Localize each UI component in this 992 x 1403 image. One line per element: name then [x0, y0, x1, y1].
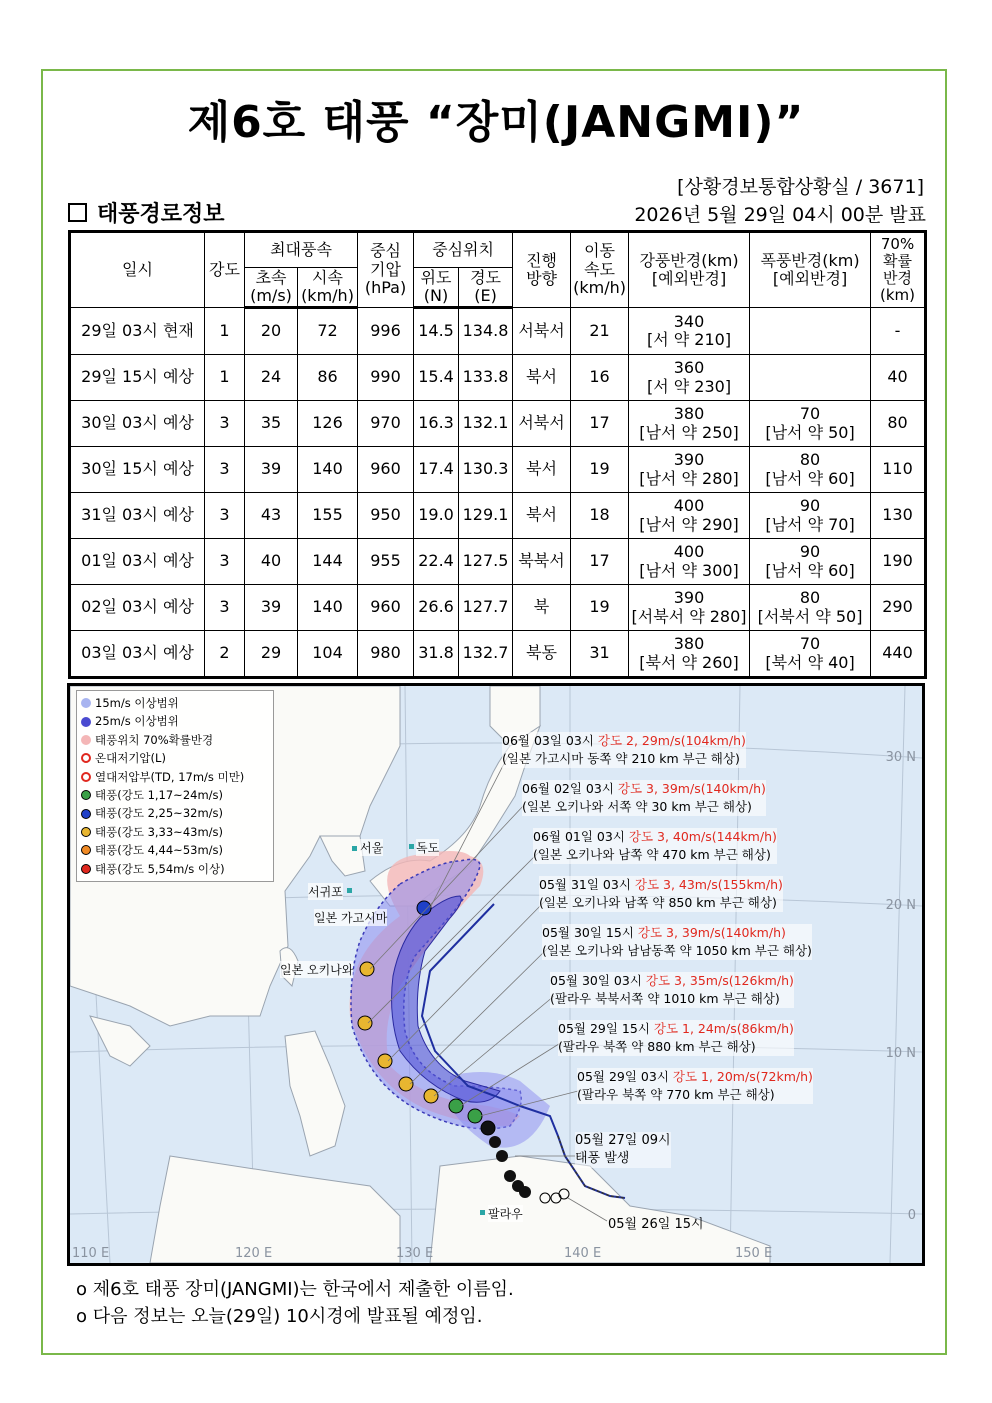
typhoon-track-table [68, 230, 927, 679]
cell-lat: 15.4 [414, 355, 459, 401]
cell-kmh: 104 [298, 631, 358, 678]
cell-storm-radius: 90 [남서 약 60] [750, 539, 871, 585]
place-label-palau: 팔라우 [488, 1207, 523, 1221]
header-lat: 위도 (N) [414, 268, 459, 308]
cell-hpa: 990 [358, 355, 414, 401]
typhoon-yellow-icon [360, 962, 374, 976]
table-row [70, 493, 926, 539]
cell-ms: 24 [245, 355, 298, 401]
cell-hpa: 970 [358, 401, 414, 447]
track-annotation: 05월 29일 03시 강도 1, 20m/s(72km/h) (팔라우 북쪽 약 770 km 부근 해상) [577, 1069, 813, 1102]
cell-lat: 16.3 [414, 401, 459, 447]
note-line: o 다음 정보는 오늘(29일) 10시경에 발표될 예정임. [76, 1306, 483, 1327]
header-intensity: 강도 [205, 232, 245, 308]
cell-hpa: 980 [358, 631, 414, 678]
typhoon-yellow-icon [358, 1016, 372, 1030]
typhoon-yellow-icon [378, 1054, 392, 1068]
header-direction: 진행 방향 [513, 232, 571, 308]
typhoon-current-icon [496, 1150, 508, 1162]
cell-speed: 21 [571, 308, 629, 355]
cell-speed: 18 [571, 493, 629, 539]
td-icon [81, 772, 91, 782]
typhoon-red-icon [81, 864, 91, 874]
circle-light-blue-icon [81, 698, 91, 708]
cell-gale-radius: 390 [서북서 약 280] [629, 585, 750, 631]
table-row [70, 308, 926, 355]
cell-hpa: 955 [358, 539, 414, 585]
cell-dir: 북서 [513, 447, 571, 493]
typhoon-green-icon [449, 1099, 463, 1113]
cell-speed: 17 [571, 401, 629, 447]
section-title: 태풍경로정보 [97, 202, 225, 227]
lon-label-150e: 150 E [735, 1246, 773, 1261]
cell-hpa: 996 [358, 308, 414, 355]
cell-prob: 40 [871, 355, 926, 401]
header-time: 일시 [70, 232, 205, 308]
track-annotation: 05월 30일 15시 강도 3, 39m/s(140km/h) (일본 오키나와 남남동쪽 약 1050 km 부근 해상) [542, 925, 812, 958]
track-annotation: 05월 30일 03시 강도 3, 35m/s(126km/h) (팔라우 북북서쪽 약 1010 km 부근 해상) [550, 973, 794, 1006]
circle-dark-blue-icon [81, 717, 91, 727]
cell-intensity: 1 [205, 308, 245, 355]
cell-time: 01일 03시 예상 [70, 539, 205, 585]
place-label-seoul: 서울 [360, 841, 384, 855]
cell-prob: 190 [871, 539, 926, 585]
cell-gale-radius: 340 [서 약 210] [629, 308, 750, 355]
cell-ms: 20 [245, 308, 298, 355]
cell-time: 29일 15시 예상 [70, 355, 205, 401]
cell-lon: 132.7 [459, 631, 513, 678]
typhoon-blue-icon [417, 901, 431, 915]
cell-kmh: 140 [298, 447, 358, 493]
cell-intensity: 3 [205, 447, 245, 493]
cell-speed: 19 [571, 585, 629, 631]
header-wind-kmh: 시속 (km/h) [298, 268, 358, 308]
cell-storm-radius: 80 [남서 약 60] [750, 447, 871, 493]
legend-item: 태풍(강도 3,33~43m/s) [81, 823, 269, 841]
extratropical-icon [81, 753, 91, 763]
cell-prob: 110 [871, 447, 926, 493]
header-storm-radius: 폭풍반경(km) [예외반경] [750, 232, 871, 308]
header-gale-radius: 강풍반경(km) [예외반경] [629, 232, 750, 308]
cell-dir: 북 [513, 585, 571, 631]
cell-gale-radius: 380 [남서 약 250] [629, 401, 750, 447]
cell-gale-radius: 400 [남서 약 290] [629, 493, 750, 539]
cell-gale-radius: 380 [북서 약 260] [629, 631, 750, 678]
place-label-kagoshima: 일본 가고시마 [314, 911, 388, 925]
cell-intensity: 1 [205, 355, 245, 401]
header-center: 중심위치 [414, 232, 513, 268]
cell-prob: 440 [871, 631, 926, 678]
cell-lat: 14.5 [414, 308, 459, 355]
cell-prob: - [871, 308, 926, 355]
cell-dir: 서북서 [513, 401, 571, 447]
cell-speed: 17 [571, 539, 629, 585]
legend-item: 15m/s 이상범위 [81, 694, 269, 712]
cell-kmh: 155 [298, 493, 358, 539]
cell-intensity: 3 [205, 401, 245, 447]
legend-item: 열대저압부(TD, 17m/s 미만) [81, 768, 269, 786]
legend-item: 태풍위치 70%확률반경 [81, 731, 269, 749]
cell-storm-radius: 70 [북서 약 40] [750, 631, 871, 678]
typhoon-current-icon [481, 1121, 495, 1135]
cell-hpa: 960 [358, 447, 414, 493]
cell-time: 31일 03시 예상 [70, 493, 205, 539]
cell-ms: 39 [245, 447, 298, 493]
typhoon-green-icon [468, 1109, 482, 1123]
legend-item: 태풍(강도 2,25~32m/s) [81, 804, 269, 822]
cell-kmh: 126 [298, 401, 358, 447]
cell-intensity: 3 [205, 585, 245, 631]
lon-label-130e: 130 E [396, 1246, 434, 1261]
cell-lat: 19.0 [414, 493, 459, 539]
cell-ms: 43 [245, 493, 298, 539]
circle-pink-icon [81, 735, 91, 745]
cell-kmh: 72 [298, 308, 358, 355]
cell-lat: 17.4 [414, 447, 459, 493]
notes [76, 1276, 514, 1330]
typhoon-current-icon [489, 1136, 501, 1148]
note-line: o 제6호 태풍 장미(JANGMI)는 한국에서 제출한 이름임. [76, 1279, 514, 1300]
typhoon-yellow-icon [424, 1089, 438, 1103]
cell-ms: 39 [245, 585, 298, 631]
cell-time: 02일 03시 예상 [70, 585, 205, 631]
track-annotation: 06월 02일 03시 강도 3, 39m/s(140km/h) (일본 오키나와 서쪽 약 30 km 부근 해상) [522, 781, 766, 814]
header-pressure: 중심 기압 (hPa) [358, 232, 414, 308]
cell-speed: 31 [571, 631, 629, 678]
place-label-seogwipo: 서귀포 [308, 885, 343, 899]
typhoon-current-icon [504, 1170, 516, 1182]
typhoon-green-icon [81, 790, 91, 800]
legend-item: 온대저기압(L) [81, 749, 269, 767]
cell-speed: 16 [571, 355, 629, 401]
cell-lon: 127.5 [459, 539, 513, 585]
cell-storm-radius: 70 [남서 약 50] [750, 401, 871, 447]
track-annotation: 06월 03일 03시 강도 2, 29m/s(104km/h) (일본 가고시마 동쪽 약 210 km 부근 해상) [502, 733, 746, 766]
legend-item: 태풍(강도 4,44~53m/s) [81, 841, 269, 859]
cell-storm-radius [750, 308, 871, 355]
table-row [70, 447, 926, 493]
place-label-dokdo: 독도 [416, 841, 440, 855]
legend-item: 25m/s 이상범위 [81, 712, 269, 730]
header-speed: 이동 속도 (km/h) [571, 232, 629, 308]
table-row [70, 401, 926, 447]
cell-prob: 290 [871, 585, 926, 631]
header-probability-radius: 70% 확률 반경 (km) [871, 232, 926, 308]
header-max-wind: 최대풍속 [245, 232, 358, 268]
cell-lon: 130.3 [459, 447, 513, 493]
section-heading [68, 197, 225, 228]
cell-gale-radius: 360 [서 약 230] [629, 355, 750, 401]
cell-gale-radius: 390 [남서 약 280] [629, 447, 750, 493]
place-label-okinawa: 일본 오키나와 [280, 963, 354, 977]
page-title: 제6호 태풍 “장미(JANGMI)” [187, 97, 805, 148]
genesis-label: 05월 27일 09시 태풍 발생 [575, 1133, 671, 1166]
cell-time: 29일 03시 현재 [70, 308, 205, 355]
cell-ms: 40 [245, 539, 298, 585]
cell-dir: 북북서 [513, 539, 571, 585]
cell-time: 03일 03시 예상 [70, 631, 205, 678]
cell-dir: 북동 [513, 631, 571, 678]
lat-label-0: 0 [907, 1208, 916, 1223]
lon-label-140e: 140 E [564, 1246, 602, 1261]
issued-time: 2026년 5월 29일 04시 00분 발표 [634, 204, 926, 226]
office-label: [상황경보통합상황실 / 3671] [677, 176, 924, 198]
cell-intensity: 3 [205, 493, 245, 539]
cell-lon: 129.1 [459, 493, 513, 539]
cell-storm-radius [750, 355, 871, 401]
cell-storm-radius: 90 [남서 약 70] [750, 493, 871, 539]
cell-ms: 29 [245, 631, 298, 678]
header-wind-ms: 초속 (m/s) [245, 268, 298, 308]
track-annotation: 05월 29일 15시 강도 1, 24m/s(86km/h) (팔라우 북쪽 약 880 km 부근 해상) [558, 1021, 794, 1054]
cell-gale-radius: 400 [남서 약 300] [629, 539, 750, 585]
track-annotation: 05월 31일 03시 강도 3, 43m/s(155km/h) (일본 오키나와 남쪽 약 850 km 부근 해상) [539, 877, 783, 910]
cell-time: 30일 15시 예상 [70, 447, 205, 493]
cell-dir: 북서 [513, 493, 571, 539]
cell-prob: 130 [871, 493, 926, 539]
lon-label-120e: 120 E [235, 1246, 273, 1261]
cell-dir: 북서 [513, 355, 571, 401]
header-lon: 경도 (E) [459, 268, 513, 308]
cell-speed: 19 [571, 447, 629, 493]
legend-item: 태풍(강도 5,54m/s 이상) [81, 860, 269, 878]
cell-lon: 133.8 [459, 355, 513, 401]
cell-dir: 서북서 [513, 308, 571, 355]
cell-hpa: 960 [358, 585, 414, 631]
cell-intensity: 2 [205, 631, 245, 678]
cell-storm-radius: 80 [서북서 약 50] [750, 585, 871, 631]
lat-label-30n: 30 N [885, 750, 916, 765]
cell-lat: 26.6 [414, 585, 459, 631]
cell-lat: 22.4 [414, 539, 459, 585]
cell-lat: 31.8 [414, 631, 459, 678]
typhoon-yellow-icon [399, 1077, 413, 1091]
table-row [70, 585, 926, 631]
typhoon-orange-icon [81, 845, 91, 855]
map-legend [76, 690, 274, 882]
cell-lon: 132.1 [459, 401, 513, 447]
cell-kmh: 140 [298, 585, 358, 631]
typhoon-blue-icon [81, 809, 91, 819]
cell-time: 30일 03시 예상 [70, 401, 205, 447]
cell-hpa: 950 [358, 493, 414, 539]
cell-kmh: 86 [298, 355, 358, 401]
cell-kmh: 144 [298, 539, 358, 585]
typhoon-track-map [67, 683, 925, 1266]
lon-label-110e: 110 E [72, 1246, 110, 1261]
table-row [70, 355, 926, 401]
typhoon-current-icon [519, 1186, 531, 1198]
lat-label-20n: 20 N [885, 898, 916, 913]
track-annotation: 06월 01일 03시 강도 3, 40m/s(144km/h) (일본 오키나와 남쪽 약 470 km 부근 해상) [533, 829, 777, 862]
lat-label-10n: 10 N [885, 1046, 916, 1061]
cell-prob: 80 [871, 401, 926, 447]
cell-intensity: 3 [205, 539, 245, 585]
cell-lon: 127.7 [459, 585, 513, 631]
typhoon-yellow-icon [81, 827, 91, 837]
start-label: 05월 26일 15시 [608, 1217, 704, 1232]
table-row [70, 539, 926, 585]
table-row [70, 631, 926, 678]
cell-lon: 134.8 [459, 308, 513, 355]
checkbox-square-icon [68, 203, 87, 222]
legend-item: 태풍(강도 1,17~24m/s) [81, 786, 269, 804]
cell-ms: 35 [245, 401, 298, 447]
